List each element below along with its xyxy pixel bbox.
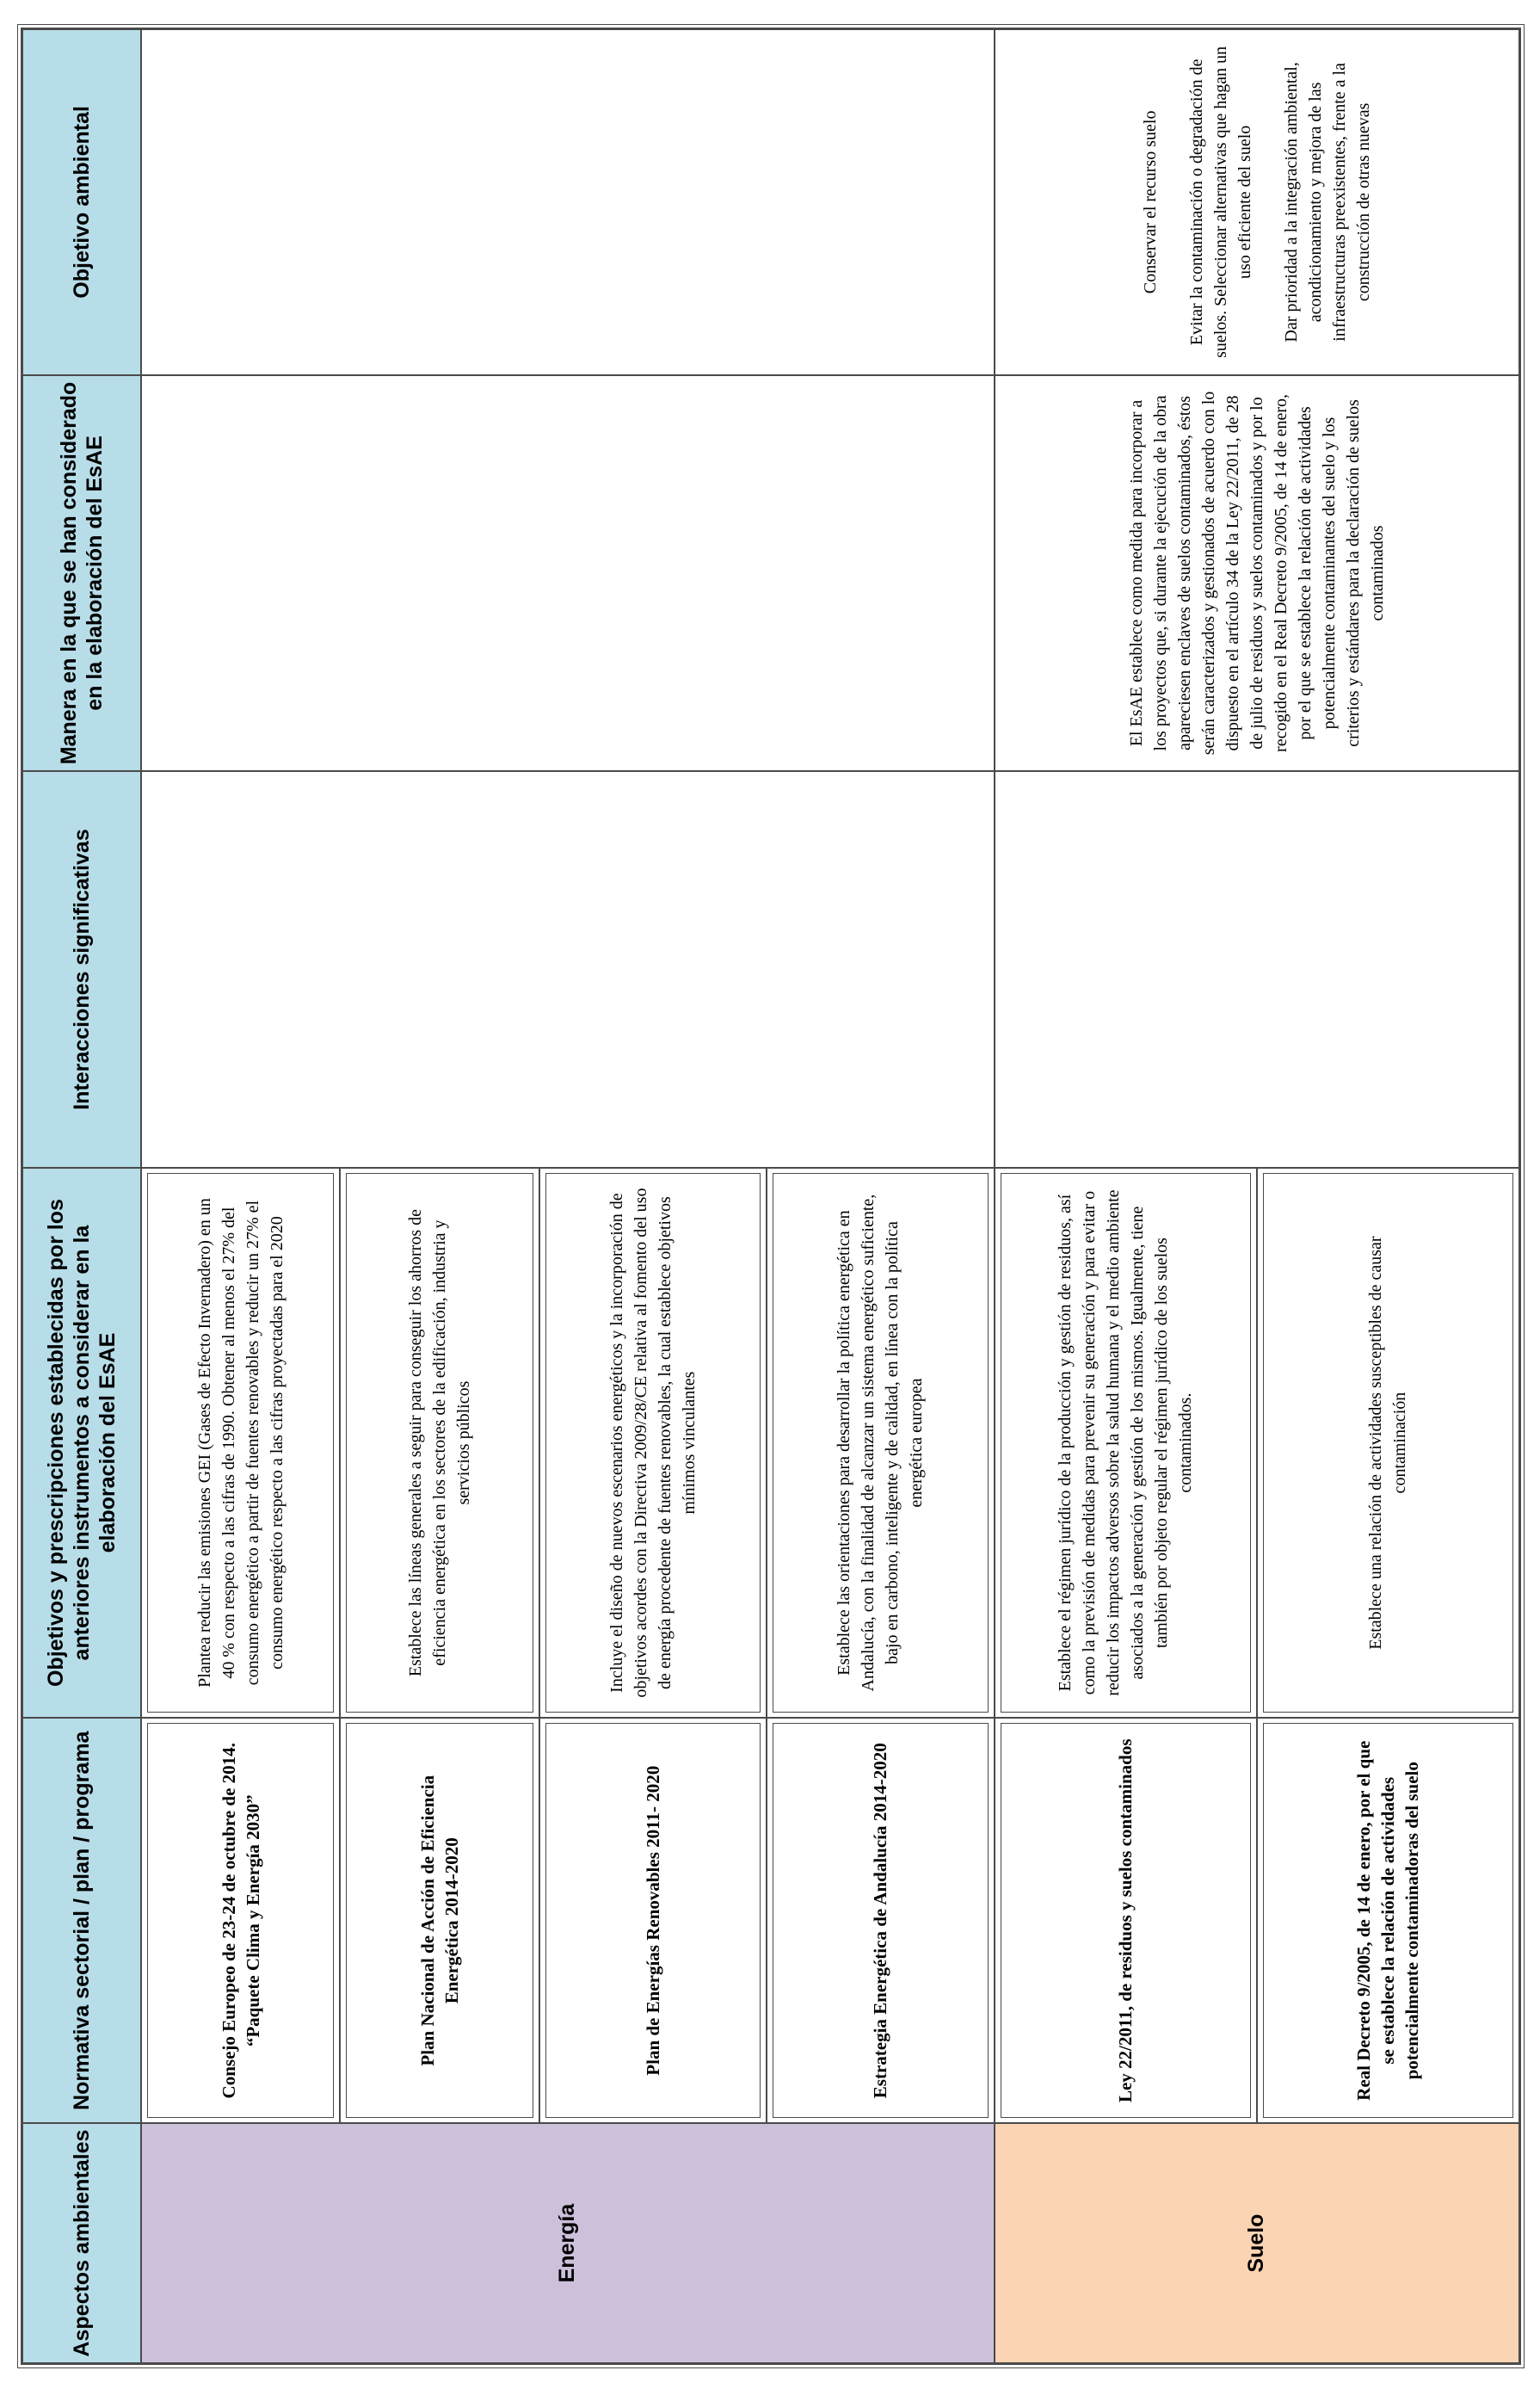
- header-normativa: Normativa sectorial / plan / programa: [22, 1718, 141, 2123]
- header-row: [22, 29, 141, 2363]
- objetivo-item: Conservar el recurso suelo: [1140, 110, 1160, 294]
- table-row: [141, 29, 340, 2363]
- manera-suelo: El EsAE establece como medida para incorporar a los proyectos que, si durante la ejecución de la obra apareciesen enclaves de suelos contaminados, éstos serán caracterizados y gestionados de acuerdo con lo dispuesto en el artículo 34 de la Ley 22/2011, de 28 de julio de residuos y suelos contaminados y por lo recogido en el Real Decreto 9/2005, de 14 de enero, por el que se establece la relación de actividades potencialmente contaminantes del suelo y los criterios y estándares para la declaración de suelos contaminados: [1126, 391, 1387, 756]
- header-aspectos: Aspectos ambientales: [22, 2123, 141, 2363]
- aspect-energia: Energía: [141, 2123, 995, 2363]
- table-row: [995, 29, 1257, 2363]
- header-manera: Manera en la que se han considerado en la elaboración del EsAE: [22, 375, 141, 772]
- aspect-suelo: Suelo: [995, 2123, 1520, 2363]
- objetivos-cell: Establece el régimen jurídico de la producción y gestión de residuos, así como la previsión de medidas para prevenir su generación y para evitar o reducir los impactos adversos sobre la salud humana y el medio ambiente asociados a la generación y gestión de los mismos. Igualmente, tiene también por objeto regular el régimen jurídico de los suelos contaminados.: [1001, 1173, 1251, 1713]
- objetivo-item: Dar prioridad a la integración ambiental, acondicionamiento y mejora de las infraestructuras preexistentes, frente a la construcción de otras nuevas: [1281, 62, 1373, 343]
- header-interacciones: Interacciones significativas: [22, 771, 141, 1168]
- normativa-cell: Estrategia Energética de Andalucía 2014-2020: [773, 1723, 988, 2118]
- environmental-table: [21, 28, 1521, 2365]
- normativa-cell: Plan Nacional de Acción de Eficiencia Energética 2014-2020: [346, 1723, 533, 2118]
- interacciones-energia: [141, 771, 995, 1168]
- objetivo-item: Evitar la contaminación o degradación de suelos. Seleccionar alternativas que hagan un uso eficiente del suelo: [1186, 46, 1254, 358]
- objetivos-cell: Establece las líneas generales a seguir para conseguir los ahorros de eficiencia energética en los sectores de la edificación, industria y servicios públicos: [346, 1173, 533, 1713]
- normativa-cell: Ley 22/2011, de residuos y suelos contaminados: [1001, 1723, 1251, 2118]
- normativa-cell: Consejo Europeo de 23-24 de octubre de 2014. “Paquete Clima y Energía 2030”: [147, 1723, 334, 2118]
- objetivo-ambiental-suelo: [1130, 30, 1384, 374]
- objetivos-cell: Establece las orientaciones para desarrollar la política energética en Andalucía, con la finalidad de alcanzar un sistema energético suficiente, bajo en carbono, inteligente y de calidad, en línea con la política energética europea: [773, 1173, 988, 1713]
- objetivos-cell: Plantea reducir las emisiones GEI (Gases de Efecto Invernadero) en un 40 % con respecto a las cifras de 1990. Obtener al menos el 27% del consumo energético a partir de fuentes renovables y reducir un 27% el consumo energético respecto a las cifras proyectadas para el 2020: [147, 1173, 334, 1713]
- header-objetivos: Objetivos y prescripciones establecidas por los anteriores instrumentos a considerar en la elaboración del EsAE: [22, 1168, 141, 1719]
- objetivos-cell: Establece una relación de actividades susceptibles de causar contaminación: [1263, 1173, 1513, 1713]
- normativa-cell: Real Decreto 9/2005, de 14 de enero, por el que se establece la relación de actividades potencialmente contaminadoras del suelo: [1263, 1723, 1513, 2118]
- objetivos-cell: Incluye el diseño de nuevos escenarios energéticos y la incorporación de objetivos acordes con la Directiva 2009/28/CE relativa al fomento del uso de energía procedente de fuentes renovables, la cual establece objetivos mínimos vinculantes: [545, 1173, 761, 1713]
- normativa-cell: Plan de Energías Renovables 2011- 2020: [545, 1723, 761, 2118]
- objetivo-ambiental-energia: [141, 29, 995, 375]
- header-objetivo-ambiental: Objetivo ambiental: [22, 29, 141, 375]
- manera-energia: [141, 375, 995, 772]
- interacciones-suelo: [995, 771, 1520, 1168]
